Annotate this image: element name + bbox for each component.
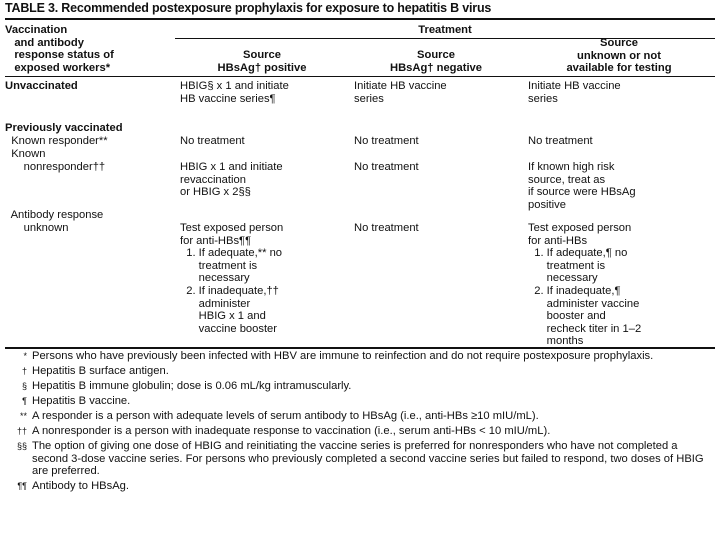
footnote-text: Hepatitis B immune globulin; dose is 0.06 mL/kg intramuscularly. xyxy=(32,379,352,392)
top-rule xyxy=(5,18,715,20)
footnote xyxy=(5,480,715,493)
footnote-text: Persons who have previously been infected with HBV are immune to reinfection and do not require postexposure prophylaxis. xyxy=(32,350,654,362)
table-bottom-rule xyxy=(5,347,715,349)
header-source-unknown: Source unknown or not available for testing xyxy=(566,37,672,75)
footnote-marker: ¶¶ xyxy=(17,481,27,492)
row-known-responder-unknown: No treatment xyxy=(528,135,593,147)
header-status: Vaccination and antibody response status of exposed workers* xyxy=(5,24,114,74)
footnote xyxy=(5,395,715,408)
row-known-nonresponder-status: Known nonresponder†† xyxy=(11,148,106,173)
footnote-marker: † xyxy=(21,365,27,376)
header-source-positive: Source HBsAg† positive xyxy=(217,49,307,74)
row-antibody-unknown-status: Antibody response unknown xyxy=(10,209,104,234)
footnote-marker: § xyxy=(21,380,27,391)
footnote-marker: ¶ xyxy=(22,395,27,406)
footnote-text: Hepatitis B surface antigen. xyxy=(32,364,169,377)
footnote xyxy=(5,380,715,393)
footnote-marker: ** xyxy=(19,410,27,421)
footnote xyxy=(5,425,715,438)
table-title: TABLE 3. Recommended postexposure prophylaxis for exposure to hepatitis B virus xyxy=(5,1,492,15)
footnote-text: Hepatitis B vaccine. xyxy=(32,394,131,407)
row-unvaccinated-positive: HBIG§ x 1 and initiate HB vaccine series¶ xyxy=(180,80,289,105)
footnote xyxy=(5,440,715,478)
row-antibody-unknown-unknown: Test exposed person for anti-HBs 1. If adequate,¶ no treatment is necessary 2. If inadequate,¶ administer vaccine booster and recheck titer in 1–2 months xyxy=(528,222,642,348)
footnote xyxy=(5,410,715,423)
row-known-responder-negative: No treatment xyxy=(354,135,419,147)
row-previously-vaccinated: Previously vaccinated xyxy=(5,122,123,134)
footnote xyxy=(5,365,715,378)
row-unvaccinated-negative: Initiate HB vaccine series xyxy=(354,80,447,105)
row-known-nonresponder-positive: HBIG x 1 and initiate revaccination or HBIG x 2§§ xyxy=(180,161,283,199)
row-known-responder-positive: No treatment xyxy=(180,135,245,147)
footnote-marker: †† xyxy=(16,425,27,436)
row-antibody-unknown-positive: Test exposed person for anti-HBs¶¶ 1. If adequate,** no treatment is necessary 2. If inadequate,†† administer HBIG x 1 and vaccine booster xyxy=(180,222,284,335)
footnote-text: A nonresponder is a person with inadequate response to vaccination (i.e., serum anti-HBs < 10 mIU/mL). xyxy=(32,424,551,437)
footnote-text: A responder is a person with adequate levels of serum antibody to HBsAg (i.e., anti-HBs ≥10 mIU/mL). xyxy=(32,409,539,422)
header-source-negative: Source HBsAg† negative xyxy=(389,49,482,74)
row-antibody-unknown-negative: No treatment xyxy=(354,222,419,234)
footnote-marker: §§ xyxy=(16,440,27,451)
footnote-text: The option of giving one dose of HBIG and reinitiating the vaccine series is preferred for nonresponders who have not completed a second 3-dose vaccine series. For persons who previously completed a second vaccine series but failed to respond, two doses of HBIG are preferred. xyxy=(32,439,704,478)
row-known-nonresponder-unknown: If known high risk source, treat as if source were HBsAg positive xyxy=(528,161,636,211)
header-treatment: Treatment xyxy=(418,24,472,36)
header-rule xyxy=(5,76,715,77)
footnote xyxy=(5,350,715,363)
row-unvaccinated-unknown: Initiate HB vaccine series xyxy=(528,80,621,105)
row-known-responder-status: Known responder** xyxy=(5,135,108,147)
footnotes xyxy=(5,350,715,495)
footnote-marker: * xyxy=(23,351,27,361)
footnote-text: Antibody to HBsAg. xyxy=(32,480,130,493)
row-unvaccinated-status: Unvaccinated xyxy=(5,80,78,92)
row-known-nonresponder-negative: No treatment xyxy=(354,161,419,173)
